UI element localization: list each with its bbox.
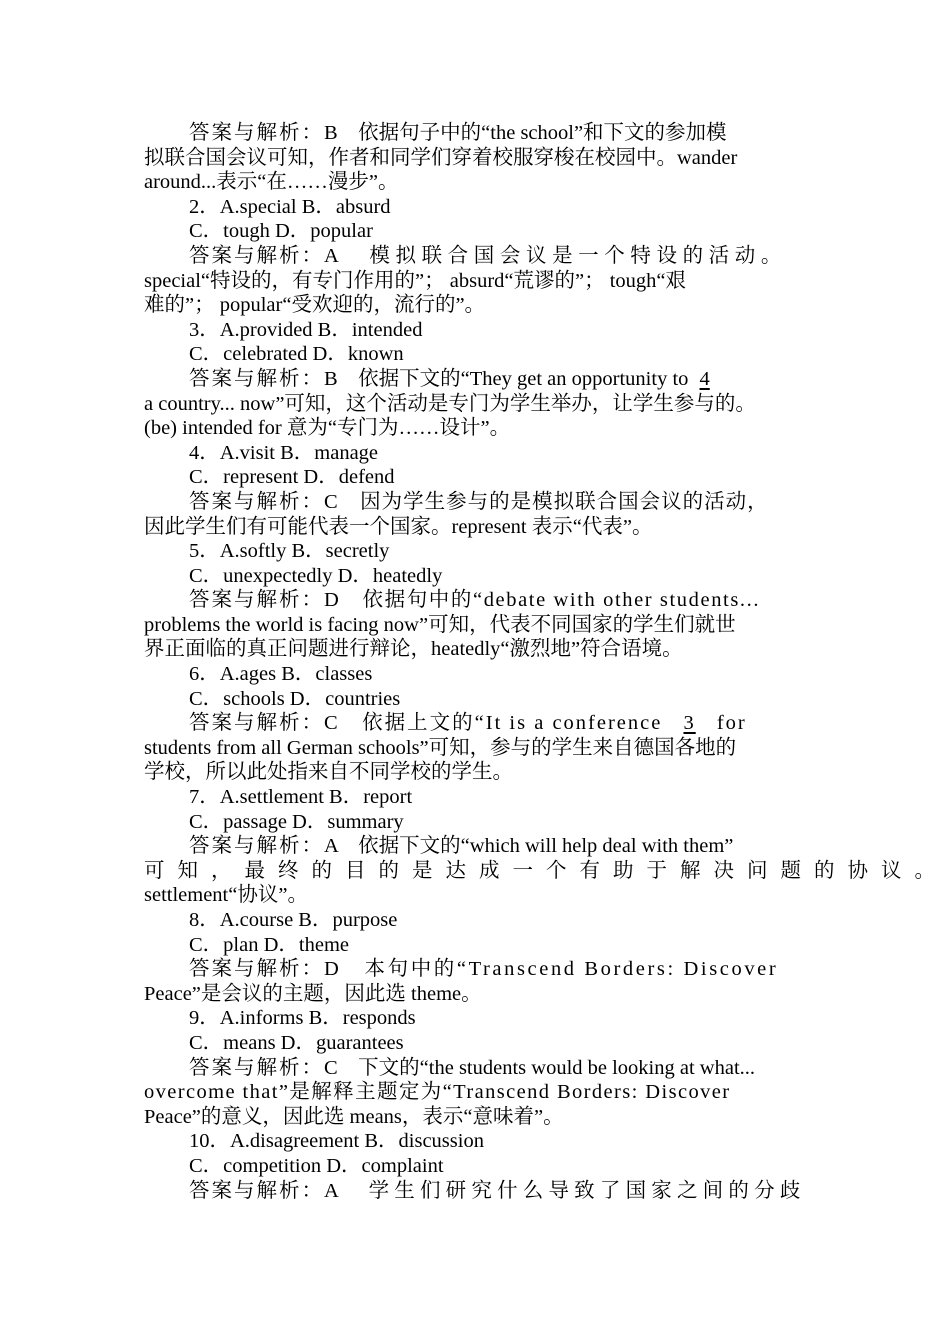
q3-explanation-line-3: (be) intended for 意为“专门为……设计”。 bbox=[144, 417, 511, 440]
q2-options-ab: 2．A.special B．absurd bbox=[189, 195, 391, 218]
q10-options-cd: C．competition D．complaint bbox=[189, 1154, 444, 1177]
q7-options-ab: 7．A.settlement B．report bbox=[189, 786, 413, 809]
q9-explanation-line-2: overcome that”是解释主题定为“Transcend Borders: Discover bbox=[144, 1081, 731, 1104]
q3-explanation-line-2: a country... now”可知，这个活动是专门为学生举办，让学生参与的。 bbox=[144, 392, 756, 415]
answer-label: 答案与解析： bbox=[189, 244, 324, 267]
q4-text-1: C 因为学生参与的是模拟联合国会议的活动， bbox=[324, 490, 769, 513]
answer-label: 答案与解析： bbox=[189, 1179, 324, 1202]
q4-explanation-line-1 bbox=[144, 490, 808, 515]
q7-options-cd: C．passage D．summary bbox=[189, 810, 404, 833]
answer-document bbox=[144, 121, 948, 1203]
q7-explanation-line-2: 可知，最终的目的是达成一个有助于解决问题的协议。 bbox=[144, 859, 948, 882]
q8-options-ab: 8．A.course B．purpose bbox=[189, 909, 398, 931]
answer-label: 答案与解析： bbox=[189, 958, 324, 981]
q10-text-1: A 学生们研究什么导致了国家之间的分歧 bbox=[324, 1179, 806, 1202]
q1-explanation-line-1 bbox=[144, 121, 808, 146]
q3-text-1: B 依据下文的“They get an opportunity to bbox=[324, 367, 694, 390]
q8-text-1: D 本句中的“Transcend Borders: Discover bbox=[324, 958, 779, 981]
q5-explanation-line-3: 界正面临的真正问题进行辩论，heatedly“激烈地”符合语境。 bbox=[144, 638, 683, 661]
q6-explanation-line-1 bbox=[144, 711, 808, 736]
answer-label: 答案与解析： bbox=[189, 367, 324, 390]
q6-text-1: C 依据上文的“It is a conference bbox=[324, 712, 670, 735]
q6-options-ab: 6．A.ages B．classes bbox=[189, 663, 373, 686]
answer-label: 答案与解析： bbox=[189, 122, 324, 144]
answer-label: 答案与解析： bbox=[189, 712, 324, 735]
q5-explanation-line-1 bbox=[144, 588, 808, 613]
q3-options-ab: 3．A.provided B．intended bbox=[189, 318, 423, 341]
q9-text-1: C 下文的“the students would be looking at what... bbox=[324, 1056, 756, 1079]
answer-label: 答案与解析： bbox=[189, 1056, 324, 1079]
q8-explanation-line-2: Peace”是会议的主题，因此选 theme。 bbox=[144, 982, 482, 1005]
q9-options-ab: 9．A.informs B．responds bbox=[189, 1007, 416, 1030]
q1-explanation-line-2: 拟联合国会议可知，作者和同学们穿着校服穿梭在校园中。wander bbox=[144, 146, 738, 169]
q10-options-ab: 10．A.disagreement B．discussion bbox=[189, 1130, 484, 1153]
q6-options-cd: C．schools D．countries bbox=[189, 687, 401, 710]
q5-options-ab: 5．A.softly B．secretly bbox=[189, 540, 390, 563]
q3-explanation-line-1 bbox=[144, 367, 808, 392]
q9-options-cd: C．means D．guarantees bbox=[189, 1031, 404, 1054]
q9-explanation-line-1 bbox=[144, 1056, 808, 1081]
q3-blank-number: 4 bbox=[699, 367, 710, 390]
q2-options-cd: C．tough D．popular bbox=[189, 220, 373, 243]
q2-explanation-line-3: 难的”； popular“受欢迎的，流行的”。 bbox=[144, 294, 486, 317]
q5-explanation-line-2: problems the world is facing now”可知，代表不同国家的学生们就世 bbox=[144, 613, 736, 636]
q5-text-1: D 依据句中的“debate with other students... bbox=[324, 589, 761, 612]
q4-explanation-line-2: 因此学生们有可能代表一个国家。represent 表示“代表”。 bbox=[144, 515, 653, 538]
q7-explanation-line-3: settlement“协议”。 bbox=[144, 884, 308, 907]
q8-options-cd: C．plan D．theme bbox=[189, 933, 349, 956]
q6-blank-number: 3 bbox=[683, 712, 696, 735]
q2-explanation-line-1 bbox=[144, 244, 808, 269]
q2-text-1: A 模拟联合国会议是一个特设的活动。 bbox=[324, 244, 787, 267]
q7-text-1: A 依据下文的“which will help deal with them” bbox=[324, 835, 734, 858]
answer-label: 答案与解析： bbox=[189, 589, 324, 612]
q6-explanation-line-3: 学校，所以此处指来自不同学校的学生。 bbox=[144, 761, 513, 784]
q8-explanation-line-1 bbox=[144, 957, 808, 982]
q1-explanation-line-3: around...表示“在……漫步”。 bbox=[144, 171, 399, 194]
q1-text-1: B 依据句子中的“the school”和下文的参加模 bbox=[324, 122, 727, 144]
q4-options-cd: C．represent D．defend bbox=[189, 466, 395, 489]
q4-options-ab: 4．A.visit B．manage bbox=[189, 441, 379, 464]
q10-explanation-line-1 bbox=[144, 1179, 808, 1204]
q7-explanation-line-1 bbox=[144, 834, 808, 859]
answer-label: 答案与解析： bbox=[189, 490, 324, 513]
answer-label: 答案与解析： bbox=[189, 835, 324, 858]
q9-explanation-line-3: Peace”的意义，因此选 means，表示“意味着”。 bbox=[144, 1105, 564, 1128]
q6-text-1-end: for bbox=[709, 712, 747, 735]
q2-explanation-line-2: special“特设的，有专门作用的”； absurd“荒谬的”； tough“艰 bbox=[144, 269, 687, 292]
q6-explanation-line-2: students from all German schools”可知，参与的学生来自德国各地的 bbox=[144, 736, 737, 759]
q5-options-cd: C．unexpectedly D．heatedly bbox=[189, 564, 443, 587]
q3-options-cd: C．celebrated D．known bbox=[189, 343, 404, 366]
